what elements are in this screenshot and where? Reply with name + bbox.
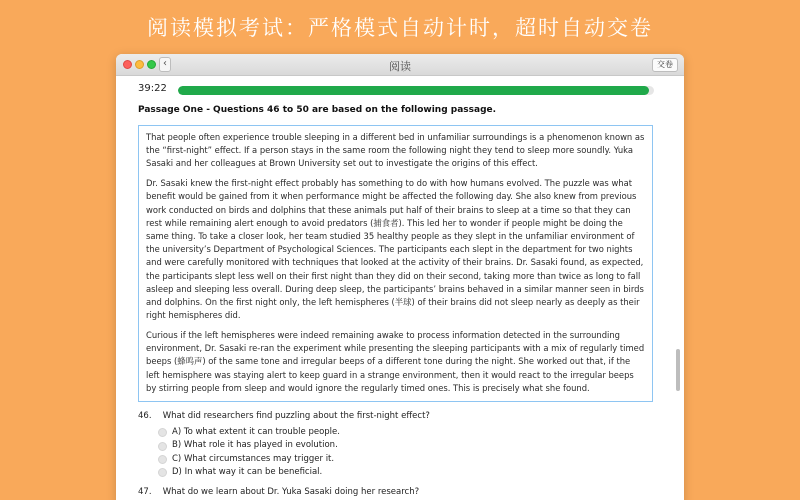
radio-button[interactable] — [158, 428, 167, 437]
option-label: B) What role it has played in evolution. — [172, 440, 338, 451]
main-content — [116, 77, 684, 500]
question-number: 46. — [138, 411, 152, 421]
passage-paragraph: That people often experience trouble sleeping in a different bed in unfamiliar surroundings is a phenomenon known as the “first-night” effect. If a person stays in the same room the following night they tend to sleep more soundly. Yuka Sasaki and her colleagues at Brown University set out to investigate the origins of this effect. — [146, 132, 645, 169]
title-bar — [116, 54, 684, 76]
question-47 — [138, 487, 419, 497]
option-c[interactable] — [158, 453, 430, 466]
question-text: What do we learn about Dr. Yuka Sasaki doing her research? — [162, 487, 420, 497]
passage-paragraph: Curious if the left hemispheres were indeed remaining awake to process information detected in the surrounding environment, Dr. Sasaki re-ran the experiment while presenting the sleeping participants with a mix of regularly timed beeps (蜂鸣声) of the same tone and irregular beeps of a different tone during the night. She worked out that, if the left hemisphere was staying alert to keep guard in a strange environment, then it would react to the irregular beeps by stirring people from sleep and would ignore the regularly timed ones. This is precisely what she found. — [146, 330, 645, 393]
option-a[interactable] — [158, 426, 430, 439]
timer-row — [138, 83, 654, 97]
radio-button[interactable] — [158, 442, 167, 451]
question-title — [138, 411, 430, 421]
app-window — [116, 54, 684, 500]
option-label: A) To what extent it can trouble people. — [172, 427, 340, 437]
time-progress-bar — [178, 86, 654, 95]
time-progress-fill — [178, 86, 649, 95]
option-b[interactable] — [158, 439, 430, 452]
radio-button[interactable] — [158, 468, 167, 477]
passage-text-box — [138, 125, 653, 402]
back-button[interactable]: ‹ — [159, 57, 171, 72]
question-text: What did researchers find puzzling about the first-night effect? — [162, 411, 430, 421]
window-title: 阅读 — [389, 60, 411, 73]
passage-heading: Passage One - Questions 46 to 50 are based on the following passage. — [138, 105, 497, 115]
option-d[interactable] — [158, 466, 430, 479]
question-46 — [138, 411, 430, 480]
countdown-timer: 39:22 — [138, 83, 167, 94]
submit-button[interactable]: 交卷 — [652, 58, 678, 72]
promo-banner: 阅读模拟考试：严格模式自动计时，超时自动交卷 — [147, 16, 653, 40]
question-number: 47. — [138, 487, 152, 497]
option-label: C) What circumstances may trigger it. — [172, 453, 335, 464]
option-label: D) In what way it can be beneficial. — [172, 467, 323, 478]
vertical-scrollbar[interactable] — [676, 349, 680, 391]
question-title — [138, 487, 419, 497]
passage-paragraph: Dr. Sasaki knew the first-night effect probably has something to do with how humans evolved. The puzzle was what benefit would be gained from it when performance might be affected the following day. She also knew from previous work conducted on birds and dolphins that these animals put half of their brains to sleep at a time so that they can rest while remaining alert enough to avoid predators (捕食者). This led her to wonder if people might be doing the same thing. To take a closer look, her team studied 35 healthy people as they slept in the unfamiliar environment of the university’s Department of Psychological Sciences. The participants each slept in the department for two nights and were carefully monitored with techniques that looked at the activity of their brains. Dr. Sasaki found, as expected, the participants slept less well on their first night than they did on their second, taking more than twice as long to fall asleep and sleeping less overall. During deep sleep, the participants’ brains behaved in a similar manner seen in birds and dolphins. On the first night only, the left hemispheres (半球) of their brains did not sleep nearly as deeply as their right hemispheres did. — [146, 178, 644, 321]
radio-button[interactable] — [158, 455, 167, 464]
answer-options — [158, 426, 430, 480]
